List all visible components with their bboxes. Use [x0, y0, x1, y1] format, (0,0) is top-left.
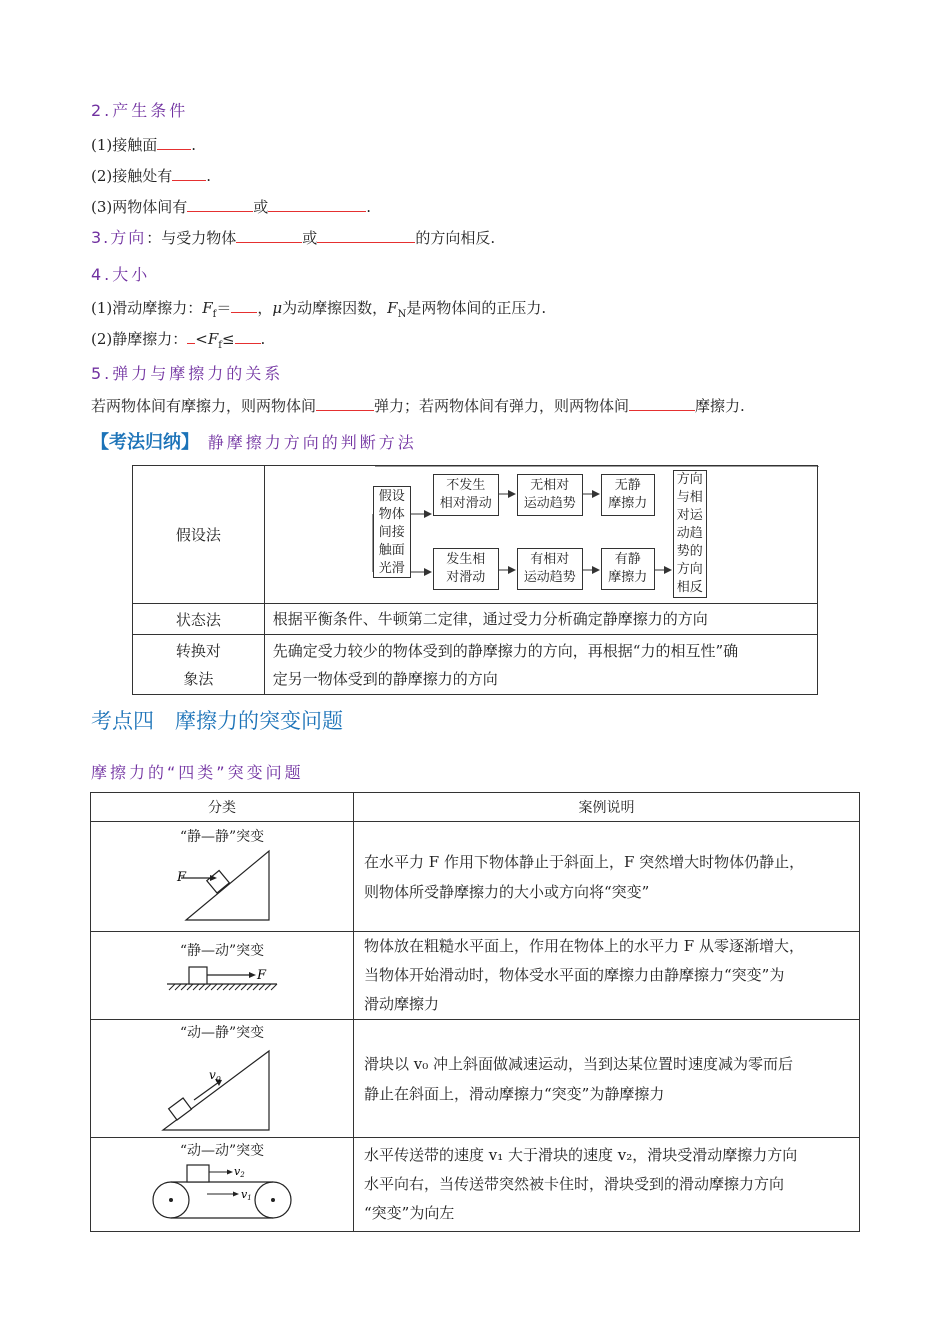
row-2-category	[91, 932, 354, 1020]
desc-line: 水平传送带的速度 v₁ 大于滑块的速度 v₂，滑块受滑动摩擦力方向	[364, 1146, 798, 1164]
subscript-f: f	[218, 340, 222, 351]
flow-text: 假设	[378, 489, 405, 504]
blank[interactable]	[317, 228, 415, 243]
col-header-category: 分类	[91, 793, 354, 822]
sudden-change-table	[90, 792, 860, 1232]
row-1-category	[91, 822, 354, 932]
flow-text: 不发生	[446, 478, 486, 493]
flow-text: 动趋	[676, 526, 703, 541]
horizontal-force-figure	[91, 960, 353, 1000]
flow-no-trend-box	[517, 474, 583, 516]
symbol-mu: μ	[272, 299, 283, 317]
flow-friction-box	[601, 548, 655, 590]
v-subscript: 0	[215, 1075, 221, 1084]
desc-line: 静止在斜面上，滑动摩擦力“突变”为静摩擦力	[364, 1084, 665, 1103]
flow-text: 摩擦力	[608, 496, 648, 511]
method-row-1-name: 假设法	[133, 466, 265, 604]
condition-3-text: (3)两物体间有	[91, 198, 188, 216]
relation-text-b: 弹力；若两物体间有弹力，则两物体间	[374, 397, 630, 415]
category-label: “静—动”突变	[179, 943, 265, 959]
magnitude-1	[91, 298, 546, 325]
category-label: “动—动”突变	[179, 1143, 265, 1159]
fn-text: 是两物体间的正压力.	[406, 299, 547, 317]
flow-text: 与相	[676, 490, 703, 505]
desc-line: 在水平力 F 作用下物体静止于斜面上，F 突然增大时物体仍静止，	[364, 852, 805, 871]
blank[interactable]	[268, 197, 366, 212]
relation-heading: 5.弹力与摩擦力的关系	[91, 364, 284, 383]
condition-3	[91, 197, 371, 217]
velocity-2-label	[234, 1165, 245, 1179]
flow-text: 无静	[614, 478, 641, 493]
method-title-row	[91, 428, 417, 454]
magnitude-heading: 4.大小	[91, 265, 151, 284]
flow-no-slide-box	[433, 474, 499, 516]
desc-line: “突变”为向左	[364, 1204, 455, 1222]
subscript-f: f	[212, 309, 217, 320]
less-equal: ≤	[221, 330, 235, 348]
blank[interactable]	[172, 166, 206, 181]
flow-text: 势的	[676, 544, 703, 559]
flow-text: 有相对	[530, 552, 570, 567]
comma: ，	[257, 299, 273, 317]
flow-text: 摩擦力	[608, 570, 648, 585]
velocity-1-label	[241, 1188, 252, 1202]
flow-slide-box	[433, 548, 499, 590]
section-4-title: 考点四 摩擦力的突变问题	[91, 709, 343, 733]
v-subscript: 1	[247, 1194, 252, 1202]
method-title: 【考法归纳】	[91, 432, 199, 453]
row-4-category	[91, 1138, 354, 1232]
v-subscript: 2	[240, 1171, 245, 1179]
symbol-f: F	[207, 330, 219, 348]
relation-text-c: 摩擦力.	[695, 397, 745, 415]
period: .	[366, 198, 372, 216]
blank[interactable]	[236, 228, 302, 243]
v-symbol: v	[241, 1188, 248, 1201]
period: .	[260, 330, 266, 348]
name-line: 转换对	[175, 641, 221, 660]
text-line: 先确定受力较少的物体受到的静摩擦力的方向，再根据“力的相互性”确	[272, 641, 739, 660]
method-row-2-name: 状态法	[133, 604, 265, 635]
velocity-label	[209, 1068, 221, 1084]
flow-text: 有静	[614, 552, 641, 567]
symbol-fn: F	[387, 299, 398, 317]
force-label: F	[257, 968, 267, 983]
magnitude-1-text: (1)滑动摩擦力：	[91, 299, 203, 317]
condition-2-text: (2)接触处有	[91, 167, 173, 185]
conditions-heading: 2.产生条件	[91, 101, 189, 120]
flow-text: 间接	[378, 525, 405, 540]
flow-no-friction-box	[601, 474, 655, 516]
name-line: 象法	[183, 669, 214, 688]
symbol-f: F	[202, 299, 213, 317]
condition-1-text: (1)接触面	[91, 136, 158, 154]
or-text: 或	[253, 198, 269, 216]
row-1-description	[354, 822, 860, 932]
incline-force-figure	[91, 846, 353, 926]
blank[interactable]	[629, 396, 695, 411]
flow-text: 相对滑动	[439, 496, 492, 511]
desc-line: 滑动摩擦力	[364, 995, 440, 1013]
direction-line	[91, 228, 495, 248]
flow-end-box	[673, 470, 707, 598]
or-text: 或	[302, 229, 318, 247]
row-3-category	[91, 1020, 354, 1138]
flow-text: 方向	[676, 562, 703, 577]
period: .	[191, 136, 197, 154]
text-line: 定另一物体受到的静摩擦力的方向	[272, 669, 498, 688]
flow-text: 运动趋势	[523, 496, 576, 511]
blank[interactable]	[157, 135, 191, 150]
magnitude-2	[91, 329, 265, 356]
flow-text: 光滑	[378, 561, 405, 576]
row-4-description	[354, 1138, 860, 1232]
blank[interactable]	[316, 396, 374, 411]
blank[interactable]	[235, 329, 261, 344]
direction-text-a: ：与受力物体	[146, 229, 237, 247]
flow-text: 方向	[676, 472, 703, 487]
period: .	[206, 167, 212, 185]
col-header-description: 案例说明	[354, 793, 860, 822]
category-label: “动—静”突变	[179, 1025, 265, 1041]
flow-text: 对运	[676, 508, 703, 523]
mu-text: 为动摩擦因数，	[282, 299, 388, 317]
incline-velocity-figure	[91, 1042, 353, 1134]
desc-line: 则物体所受静摩擦力的大小或方向将“突变”	[364, 882, 650, 901]
flow-text: 触面	[378, 543, 405, 558]
relation-line	[91, 396, 745, 416]
flow-text: 发生相	[446, 552, 486, 567]
flow-text: 无相对	[530, 478, 570, 493]
desc-line: 当物体开始滑动时，物体受水平面的摩擦力由静摩擦力“突变”为	[364, 966, 785, 984]
section-4-subtitle: 摩擦力的“四类”突变问题	[91, 763, 304, 782]
direction-heading: 3.方向	[91, 228, 147, 247]
flow-text: 相反	[676, 580, 703, 595]
flow-text: 物体	[378, 507, 405, 522]
method-row-3-text	[264, 635, 817, 695]
row-2-description	[354, 932, 860, 1020]
method-row-2-text: 根据平衡条件、牛顿第二定律，通过受力分析确定静摩擦力的方向	[264, 604, 817, 635]
desc-line: 水平向右，当传送带突然被卡住时，滑块受到的滑动摩擦力方向	[364, 1175, 785, 1193]
row-3-description	[354, 1020, 860, 1138]
blank[interactable]	[187, 197, 253, 212]
desc-line: 物体放在粗糙水平面上，作用在物体上的水平力 F 从零逐渐增大，	[364, 937, 804, 955]
flow-text: 运动趋势	[523, 570, 576, 585]
method-row-3-name	[133, 635, 265, 695]
direction-text-b: 的方向相反.	[415, 229, 496, 247]
flow-text: 对滑动	[446, 570, 486, 585]
flow-trend-box	[517, 548, 583, 590]
v-symbol: v	[234, 1165, 241, 1178]
v-symbol: v	[209, 1068, 216, 1082]
equals: ＝	[216, 299, 232, 317]
flow-start-box	[373, 486, 411, 578]
relation-text-a: 若两物体间有摩擦力，则两物体间	[91, 397, 317, 415]
less-than: <	[195, 330, 208, 348]
desc-line: 滑块以 v₀ 冲上斜面做减速运动，当到达某位置时速度减为零而后	[364, 1054, 794, 1073]
method-table	[132, 465, 818, 695]
magnitude-2-text: (2)静摩擦力：	[91, 330, 188, 348]
conveyor-figure	[91, 1160, 353, 1230]
flow-diagram	[264, 466, 817, 604]
blank[interactable]	[231, 298, 257, 313]
force-label: F	[177, 870, 187, 885]
condition-1	[91, 135, 196, 155]
condition-2	[91, 166, 211, 186]
method-subtitle: 静摩擦力方向的判断方法	[207, 433, 417, 452]
subscript-n: N	[397, 309, 407, 320]
category-label: “静—静”突变	[179, 829, 265, 845]
